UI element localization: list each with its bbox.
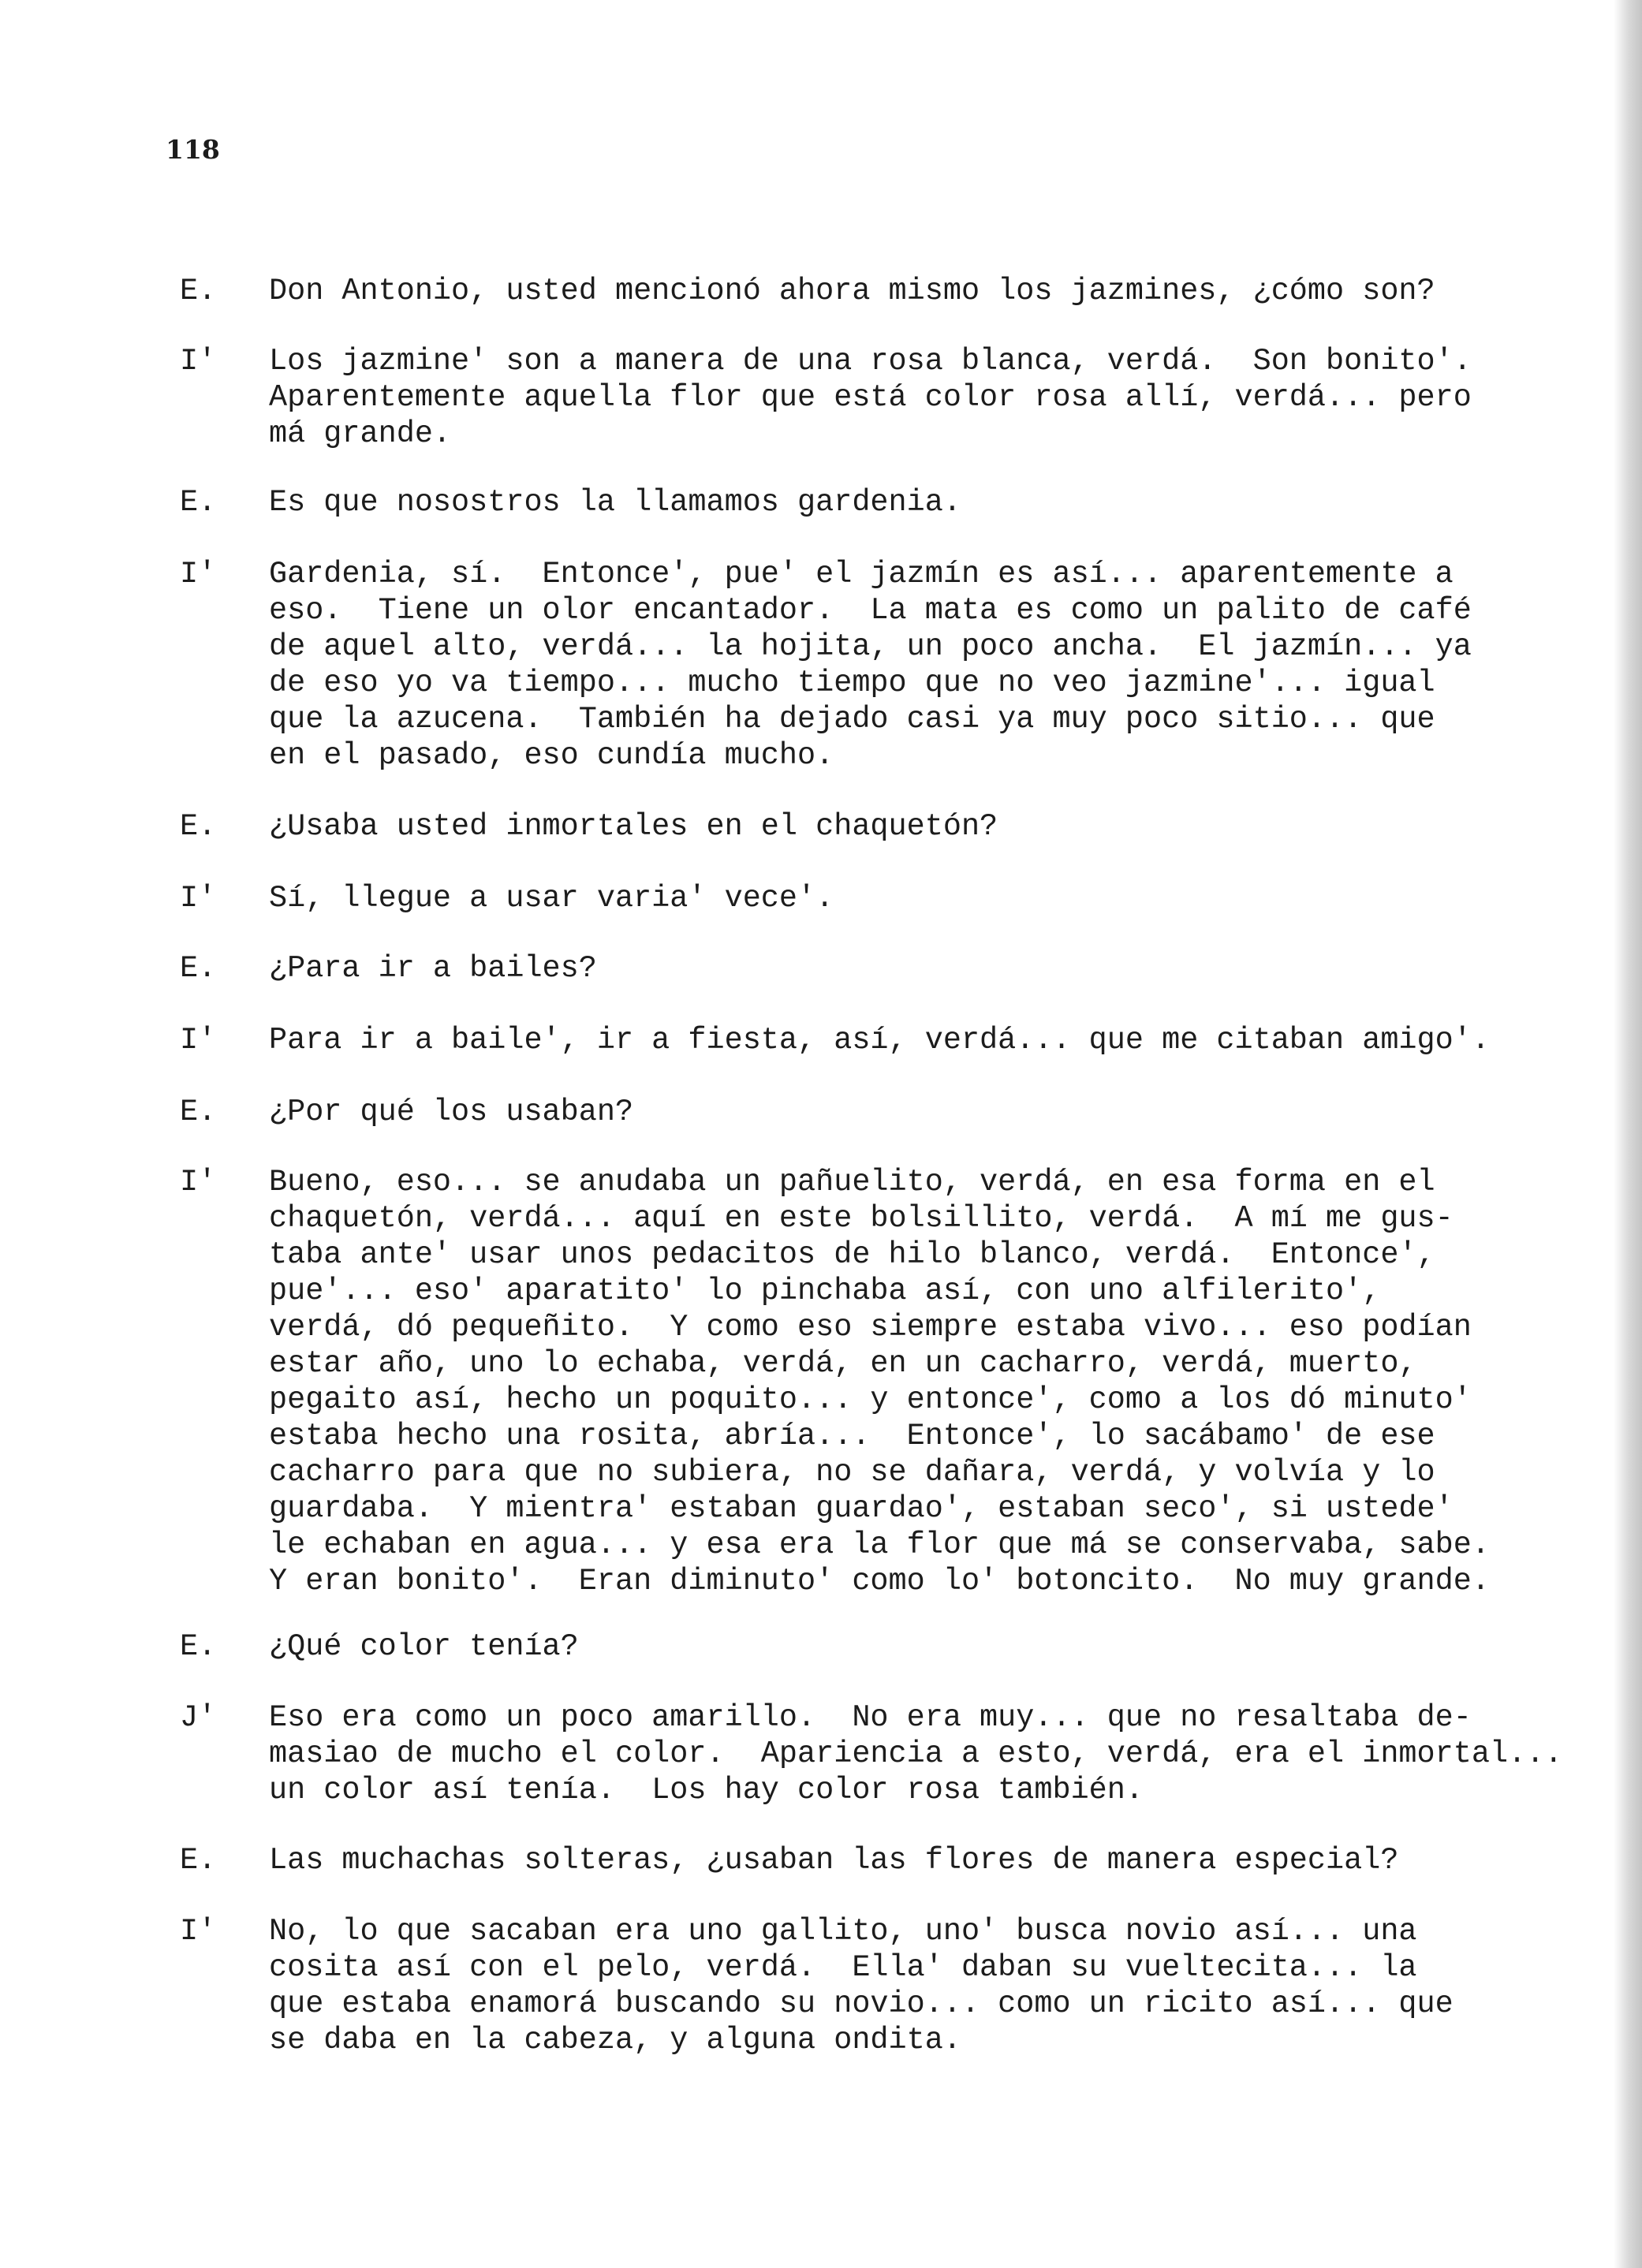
speech-line: en el pasado, eso cundía mucho. bbox=[269, 738, 834, 773]
speaker-label: E. bbox=[180, 951, 217, 986]
speech-text bbox=[269, 1842, 1398, 1878]
speech-line: ¿Qué color tenía? bbox=[269, 1629, 579, 1664]
speech-line: verdá, dó pequeñito. Y como eso siempre estaba vivo... eso podían bbox=[269, 1310, 1472, 1345]
speaker-label: I' bbox=[180, 1914, 217, 1949]
speech-text bbox=[269, 1022, 1490, 1058]
speech-line: Los jazmine' son a manera de una rosa blanca, verdá. Son bonito'. bbox=[269, 344, 1472, 379]
speech-line: má grande. bbox=[269, 416, 452, 451]
speech-line: de aquel alto, verdá... la hojita, un poco ancha. El jazmín... ya bbox=[269, 629, 1472, 664]
speech-line: Aparentemente aquella flor que está color rosa allí, verdá... pero bbox=[269, 380, 1472, 415]
speech-line: que la azucena. También ha dejado casi ya muy poco sitio... que bbox=[269, 702, 1435, 737]
speaker-label: I' bbox=[180, 344, 217, 379]
speaker-label: E. bbox=[180, 1843, 217, 1878]
speech-line: Don Antonio, usted mencionó ahora mismo los jazmines, ¿cómo son? bbox=[269, 274, 1435, 308]
speech-text bbox=[269, 880, 834, 916]
speech-line: ¿Por qué los usaban? bbox=[269, 1095, 634, 1129]
speech-line: Y eran bonito'. Eran diminuto' como lo' botoncito. No muy grande. bbox=[269, 1564, 1490, 1598]
speech-line: estar año, uno lo echaba, verdá, en un cacharro, verdá, muerto, bbox=[269, 1346, 1417, 1381]
speech-line: cosita así con el pelo, verdá. Ella' daban su vueltecita... la bbox=[269, 1950, 1417, 1985]
speech-line: estaba hecho una rosita, abría... Entonce', lo sacábamo' de ese bbox=[269, 1419, 1435, 1453]
speech-text bbox=[269, 343, 1472, 452]
speech-line: chaquetón, verdá... aquí en este bolsillito, verdá. A mí me gus- bbox=[269, 1201, 1454, 1236]
speaker-label: E. bbox=[180, 485, 217, 520]
speech-line: Para ir a baile', ir a fiesta, así, verdá... que me citaban amigo'. bbox=[269, 1023, 1490, 1058]
speech-line: un color así tenía. Los hay color rosa también. bbox=[269, 1773, 1144, 1807]
speech-line: ¿Para ir a bailes? bbox=[269, 951, 597, 986]
speaker-label: J' bbox=[180, 1700, 217, 1735]
speaker-label: I' bbox=[180, 557, 217, 591]
speech-text bbox=[269, 1628, 579, 1665]
speech-text bbox=[269, 1164, 1490, 1599]
speech-text bbox=[269, 1699, 1562, 1808]
speech-line: se daba en la cabeza, y alguna ondita. bbox=[269, 2023, 961, 2057]
speaker-label: I' bbox=[180, 1165, 217, 1199]
speech-line: Es que nosostros la llamamos gardenia. bbox=[269, 485, 961, 520]
speech-line: masiao de mucho el color. Apariencia a esto, verdá, era el inmortal... bbox=[269, 1736, 1563, 1771]
speech-text bbox=[269, 484, 961, 520]
page-number: 118 bbox=[166, 134, 220, 165]
speech-line: eso. Tiene un olor encantador. La mata es como un palito de café bbox=[269, 593, 1472, 628]
speech-text bbox=[269, 808, 998, 845]
speech-line: de eso yo va tiempo... mucho tiempo que no veo jazmine'... igual bbox=[269, 666, 1435, 700]
speech-line: No, lo que sacaban era uno gallito, uno' busca novio así... una bbox=[269, 1914, 1417, 1949]
speech-line: guardaba. Y mientra' estaban guardao', estaban seco', si ustede' bbox=[269, 1491, 1454, 1526]
page-edge-shadow bbox=[1614, 0, 1642, 2268]
speech-text bbox=[269, 273, 1435, 309]
speaker-label: E. bbox=[180, 809, 217, 844]
speaker-label: E. bbox=[180, 1095, 217, 1129]
speech-line: taba ante' usar unos pedacitos de hilo blanco, verdá. Entonce', bbox=[269, 1237, 1435, 1272]
speech-line: Sí, llegue a usar varia' vece'. bbox=[269, 881, 834, 916]
speech-line: Las muchachas solteras, ¿usaban las flores de manera especial? bbox=[269, 1843, 1399, 1878]
speech-text bbox=[269, 556, 1472, 774]
speech-line: pue'... eso' aparatito' lo pinchaba así, con uno alfilerito', bbox=[269, 1274, 1381, 1308]
speech-text bbox=[269, 1094, 633, 1130]
speech-line: ¿Usaba usted inmortales en el chaquetón? bbox=[269, 809, 998, 844]
speech-line: que estaba enamorá buscando su novio... como un ricito así... que bbox=[269, 1986, 1454, 2021]
speech-text bbox=[269, 1913, 1454, 2058]
speech-line: cacharro para que no subiera, no se dañara, verdá, y volvía y lo bbox=[269, 1455, 1435, 1490]
speech-text bbox=[269, 950, 597, 987]
speech-line: Gardenia, sí. Entonce', pue' el jazmín es así... aparentemente a bbox=[269, 557, 1454, 591]
speaker-label: E. bbox=[180, 274, 217, 308]
speech-line: Bueno, eso... se anudaba un pañuelito, verdá, en esa forma en el bbox=[269, 1165, 1435, 1199]
speaker-label: I' bbox=[180, 1023, 217, 1058]
speech-line: Eso era como un poco amarillo. No era muy... que no resaltaba de- bbox=[269, 1700, 1472, 1735]
speaker-label: I' bbox=[180, 881, 217, 916]
speech-line: pegaito así, hecho un poquito... y entonce', como a los dó minuto' bbox=[269, 1382, 1472, 1417]
speaker-label: E. bbox=[180, 1629, 217, 1664]
speech-line: le echaban en agua... y esa era la flor que má se conservaba, sabe. bbox=[269, 1528, 1490, 1562]
